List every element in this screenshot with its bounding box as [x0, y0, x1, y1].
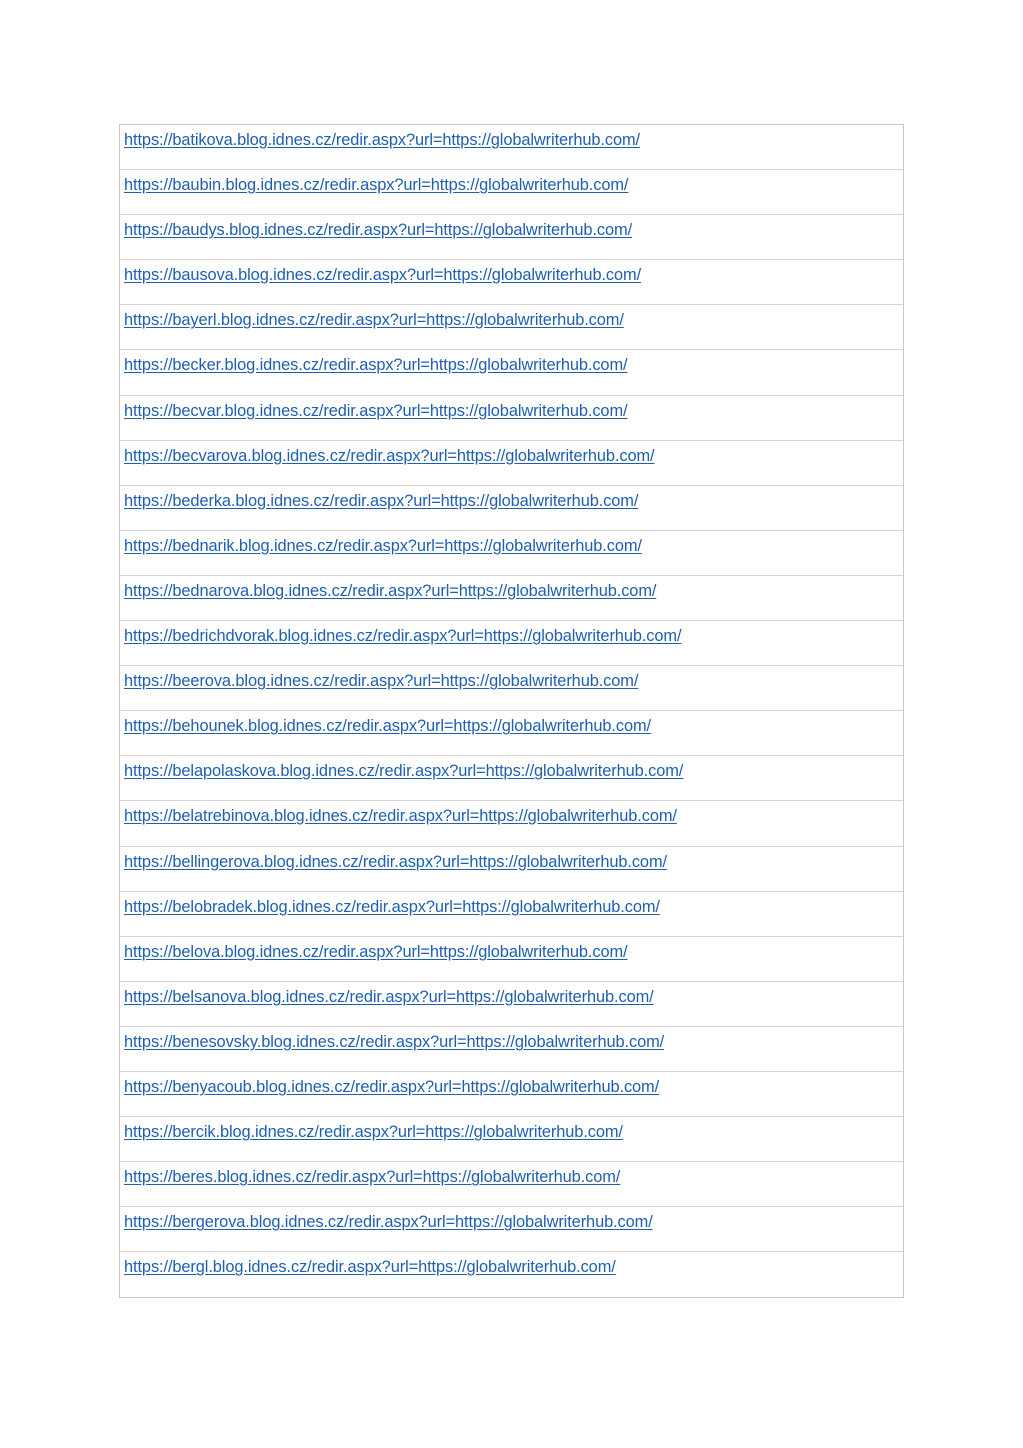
table-row	[120, 170, 903, 215]
table-row	[120, 801, 903, 846]
link[interactable]: https://bednarik.blog.idnes.cz/redir.aspx?url=https://globalwriterhub.com/	[124, 536, 642, 555]
link[interactable]: https://becvar.blog.idnes.cz/redir.aspx?url=https://globalwriterhub.com/	[124, 401, 628, 420]
link[interactable]: https://beres.blog.idnes.cz/redir.aspx?url=https://globalwriterhub.com/	[124, 1168, 621, 1187]
link[interactable]: https://beerova.blog.idnes.cz/redir.aspx?url=https://globalwriterhub.com/	[124, 672, 639, 691]
link[interactable]: https://belatrebinova.blog.idnes.cz/redir.aspx?url=https://globalwriterhub.com/	[124, 807, 677, 826]
table-row	[120, 711, 903, 756]
link[interactable]: https://bausova.blog.idnes.cz/redir.aspx?url=https://globalwriterhub.com/	[124, 266, 642, 285]
table-row	[120, 531, 903, 576]
link[interactable]: https://belsanova.blog.idnes.cz/redir.aspx?url=https://globalwriterhub.com/	[124, 987, 654, 1006]
link[interactable]: https://benesovsky.blog.idnes.cz/redir.aspx?url=https://globalwriterhub.com/	[124, 1032, 665, 1051]
table-row	[120, 621, 903, 666]
table-row	[120, 1162, 903, 1207]
table-row	[120, 892, 903, 937]
link[interactable]: https://becvarova.blog.idnes.cz/redir.aspx?url=https://globalwriterhub.com/	[124, 446, 655, 465]
table-row	[120, 125, 903, 170]
link[interactable]: https://batikova.blog.idnes.cz/redir.aspx?url=https://globalwriterhub.com/	[124, 131, 641, 149]
table-row	[120, 486, 903, 531]
table-row	[120, 847, 903, 892]
link[interactable]: https://belapolaskova.blog.idnes.cz/redir.aspx?url=https://globalwriterhub.com/	[124, 762, 684, 781]
table-row	[120, 1027, 903, 1072]
table-row	[120, 982, 903, 1027]
link[interactable]: https://bellingerova.blog.idnes.cz/redir.aspx?url=https://globalwriterhub.com/	[124, 852, 667, 871]
link[interactable]: https://bederka.blog.idnes.cz/redir.aspx?url=https://globalwriterhub.com/	[124, 491, 639, 510]
link[interactable]: https://bednarova.blog.idnes.cz/redir.aspx?url=https://globalwriterhub.com/	[124, 581, 657, 600]
table-row	[120, 576, 903, 621]
link[interactable]: https://bedrichdvorak.blog.idnes.cz/redir.aspx?url=https://globalwriterhub.com/	[124, 627, 682, 646]
link[interactable]: https://bayerl.blog.idnes.cz/redir.aspx?url=https://globalwriterhub.com/	[124, 311, 624, 330]
table-row	[120, 441, 903, 486]
link[interactable]: https://baubin.blog.idnes.cz/redir.aspx?url=https://globalwriterhub.com/	[124, 176, 629, 195]
link[interactable]: https://benyacoub.blog.idnes.cz/redir.aspx?url=https://globalwriterhub.com/	[124, 1077, 660, 1096]
link[interactable]: https://behounek.blog.idnes.cz/redir.aspx?url=https://globalwriterhub.com/	[124, 717, 651, 736]
table-row	[120, 396, 903, 441]
table-row	[120, 1207, 903, 1252]
link[interactable]: https://bercik.blog.idnes.cz/redir.aspx?url=https://globalwriterhub.com/	[124, 1123, 623, 1142]
table-row	[120, 937, 903, 982]
table-row	[120, 260, 903, 305]
link[interactable]: https://becker.blog.idnes.cz/redir.aspx?url=https://globalwriterhub.com/	[124, 356, 628, 375]
table-row	[120, 350, 903, 395]
link[interactable]: https://baudys.blog.idnes.cz/redir.aspx?url=https://globalwriterhub.com/	[124, 221, 633, 240]
table-row	[120, 1252, 903, 1297]
link[interactable]: https://bergerova.blog.idnes.cz/redir.aspx?url=https://globalwriterhub.com/	[124, 1213, 653, 1232]
link[interactable]: https://belova.blog.idnes.cz/redir.aspx?url=https://globalwriterhub.com/	[124, 942, 628, 961]
table-row	[120, 1117, 903, 1162]
link-table	[119, 124, 904, 1298]
table-row	[120, 1072, 903, 1117]
table-row	[120, 756, 903, 801]
link[interactable]: https://belobradek.blog.idnes.cz/redir.aspx?url=https://globalwriterhub.com/	[124, 897, 660, 916]
table-row	[120, 305, 903, 350]
link[interactable]: https://bergl.blog.idnes.cz/redir.aspx?url=https://globalwriterhub.com/	[124, 1258, 616, 1277]
table-row	[120, 215, 903, 260]
table-row	[120, 666, 903, 711]
